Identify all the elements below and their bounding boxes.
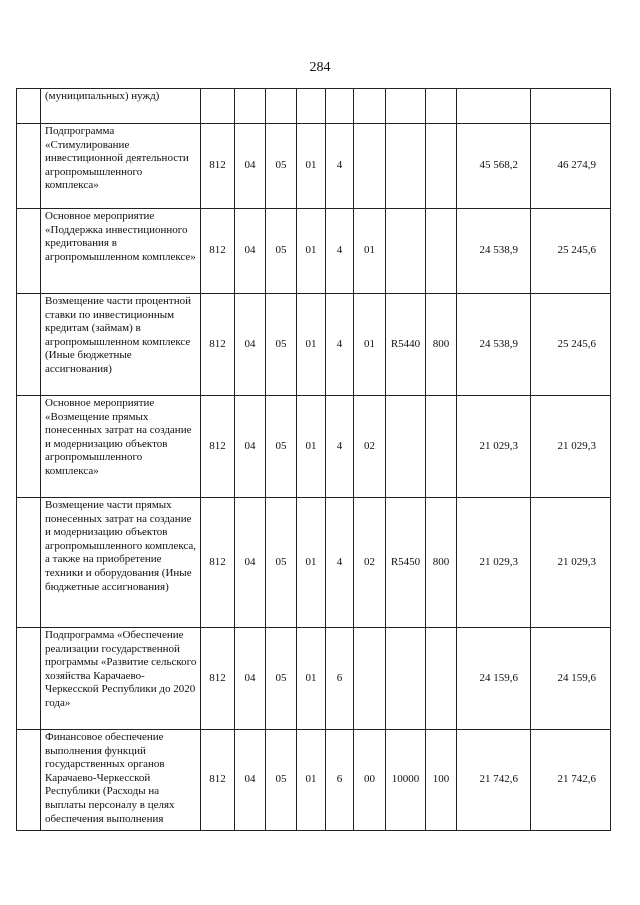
subprogram-cell: 4	[326, 498, 354, 628]
table-row	[17, 124, 611, 209]
subprogram-cell: 6	[326, 628, 354, 730]
subsection-cell: 05	[266, 498, 297, 628]
expense-type-cell	[426, 209, 457, 294]
grbs-cell: 812	[201, 396, 235, 498]
amount-year-2-cell: 46 274,9	[531, 124, 611, 209]
section-cell: 04	[235, 294, 266, 396]
row-index-cell	[17, 124, 41, 209]
expense-type-cell	[426, 124, 457, 209]
amount-year-2-cell	[531, 89, 611, 124]
expense-type-cell: 800	[426, 294, 457, 396]
row-index-cell	[17, 89, 41, 124]
subsection-cell: 05	[266, 209, 297, 294]
program-cell: 01	[297, 498, 326, 628]
section-cell: 04	[235, 396, 266, 498]
expense-type-cell	[426, 628, 457, 730]
row-name-cell: Возмещение части процентной ставки по инвестиционным кредитам (займам) в агропромышленном комплексе (Иные бюджетные ассигнования)	[41, 294, 201, 396]
grbs-cell: 812	[201, 209, 235, 294]
subsection-cell: 05	[266, 730, 297, 831]
row-name-cell: Финансовое обеспечение выполнения функций государственных органов Карачаево-Черкесской Республики (Расходы на выплаты персоналу в целях обеспечения выполнения	[41, 730, 201, 831]
table-row	[17, 396, 611, 498]
subsection-cell: 05	[266, 396, 297, 498]
subprogram-cell	[326, 89, 354, 124]
row-index-cell	[17, 498, 41, 628]
subsection-cell: 05	[266, 294, 297, 396]
grbs-cell: 812	[201, 628, 235, 730]
program-cell: 01	[297, 396, 326, 498]
target-article-cell: R5440	[386, 294, 426, 396]
target-article-cell	[386, 628, 426, 730]
activity-cell: 02	[354, 498, 386, 628]
activity-cell	[354, 628, 386, 730]
section-cell: 04	[235, 209, 266, 294]
program-cell: 01	[297, 294, 326, 396]
grbs-cell: 812	[201, 294, 235, 396]
activity-cell	[354, 89, 386, 124]
row-name-cell: Основное мероприятие «Возмещение прямых понесенных затрат на создание и модернизацию объектов агропромышленного комплекса»	[41, 396, 201, 498]
grbs-cell: 812	[201, 498, 235, 628]
amount-year-1-cell	[457, 89, 531, 124]
program-cell: 01	[297, 730, 326, 831]
activity-cell: 01	[354, 209, 386, 294]
target-article-cell	[386, 89, 426, 124]
row-name-cell: Подпрограмма «Обеспечение реализации государственной программы «Развитие сельского хозяйства Карачаево-Черкесской Республики до 2020 года»	[41, 628, 201, 730]
subsection-cell: 05	[266, 124, 297, 209]
expense-type-cell: 800	[426, 498, 457, 628]
section-cell: 04	[235, 628, 266, 730]
grbs-cell: 812	[201, 124, 235, 209]
amount-year-2-cell: 21 029,3	[531, 396, 611, 498]
section-cell: 04	[235, 730, 266, 831]
row-name-cell: Возмещение части прямых понесенных затрат на создание и модернизацию объектов агропромышленного комплекса, а также на приобретение техники и оборудования (Иные бюджетные ассигнования)	[41, 498, 201, 628]
table-row	[17, 628, 611, 730]
row-index-cell	[17, 730, 41, 831]
amount-year-1-cell: 24 538,9	[457, 294, 531, 396]
table-row	[17, 730, 611, 831]
table-row	[17, 209, 611, 294]
amount-year-1-cell: 24 159,6	[457, 628, 531, 730]
subprogram-cell: 4	[326, 294, 354, 396]
row-name-cell: Основное мероприятие «Поддержка инвестиционного кредитования в агропромышленном комплексе»	[41, 209, 201, 294]
page-number: 284	[309, 60, 331, 75]
expense-type-cell	[426, 396, 457, 498]
target-article-cell: R5450	[386, 498, 426, 628]
amount-year-1-cell: 21 029,3	[457, 396, 531, 498]
table-row	[17, 294, 611, 396]
target-article-cell: 10000	[386, 730, 426, 831]
amount-year-2-cell: 21 029,3	[531, 498, 611, 628]
subsection-cell: 05	[266, 628, 297, 730]
section-cell: 04	[235, 124, 266, 209]
activity-cell: 00	[354, 730, 386, 831]
table-row	[17, 89, 611, 124]
subprogram-cell: 4	[326, 124, 354, 209]
row-index-cell	[17, 294, 41, 396]
amount-year-1-cell: 21 742,6	[457, 730, 531, 831]
row-index-cell	[17, 628, 41, 730]
amount-year-1-cell: 45 568,2	[457, 124, 531, 209]
amount-year-2-cell: 25 245,6	[531, 209, 611, 294]
row-name-cell: (муниципальных) нужд)	[41, 89, 201, 124]
target-article-cell	[386, 124, 426, 209]
subprogram-cell: 4	[326, 209, 354, 294]
amount-year-2-cell: 24 159,6	[531, 628, 611, 730]
row-index-cell	[17, 209, 41, 294]
amount-year-2-cell: 25 245,6	[531, 294, 611, 396]
program-cell: 01	[297, 124, 326, 209]
activity-cell: 01	[354, 294, 386, 396]
expense-type-cell	[426, 89, 457, 124]
subprogram-cell: 6	[326, 730, 354, 831]
section-cell: 04	[235, 498, 266, 628]
amount-year-1-cell: 21 029,3	[457, 498, 531, 628]
activity-cell	[354, 124, 386, 209]
row-index-cell	[17, 396, 41, 498]
program-cell: 01	[297, 209, 326, 294]
target-article-cell	[386, 209, 426, 294]
row-name-cell: Подпрограмма «Стимулирование инвестиционной деятельности агропромышленного комплекса»	[41, 124, 201, 209]
expense-type-cell: 100	[426, 730, 457, 831]
table-row	[17, 498, 611, 628]
amount-year-1-cell: 24 538,9	[457, 209, 531, 294]
section-cell	[235, 89, 266, 124]
activity-cell: 02	[354, 396, 386, 498]
program-cell	[297, 89, 326, 124]
grbs-cell	[201, 89, 235, 124]
target-article-cell	[386, 396, 426, 498]
grbs-cell: 812	[201, 730, 235, 831]
subsection-cell	[266, 89, 297, 124]
amount-year-2-cell: 21 742,6	[531, 730, 611, 831]
subprogram-cell: 4	[326, 396, 354, 498]
program-cell: 01	[297, 628, 326, 730]
budget-table	[16, 88, 611, 831]
